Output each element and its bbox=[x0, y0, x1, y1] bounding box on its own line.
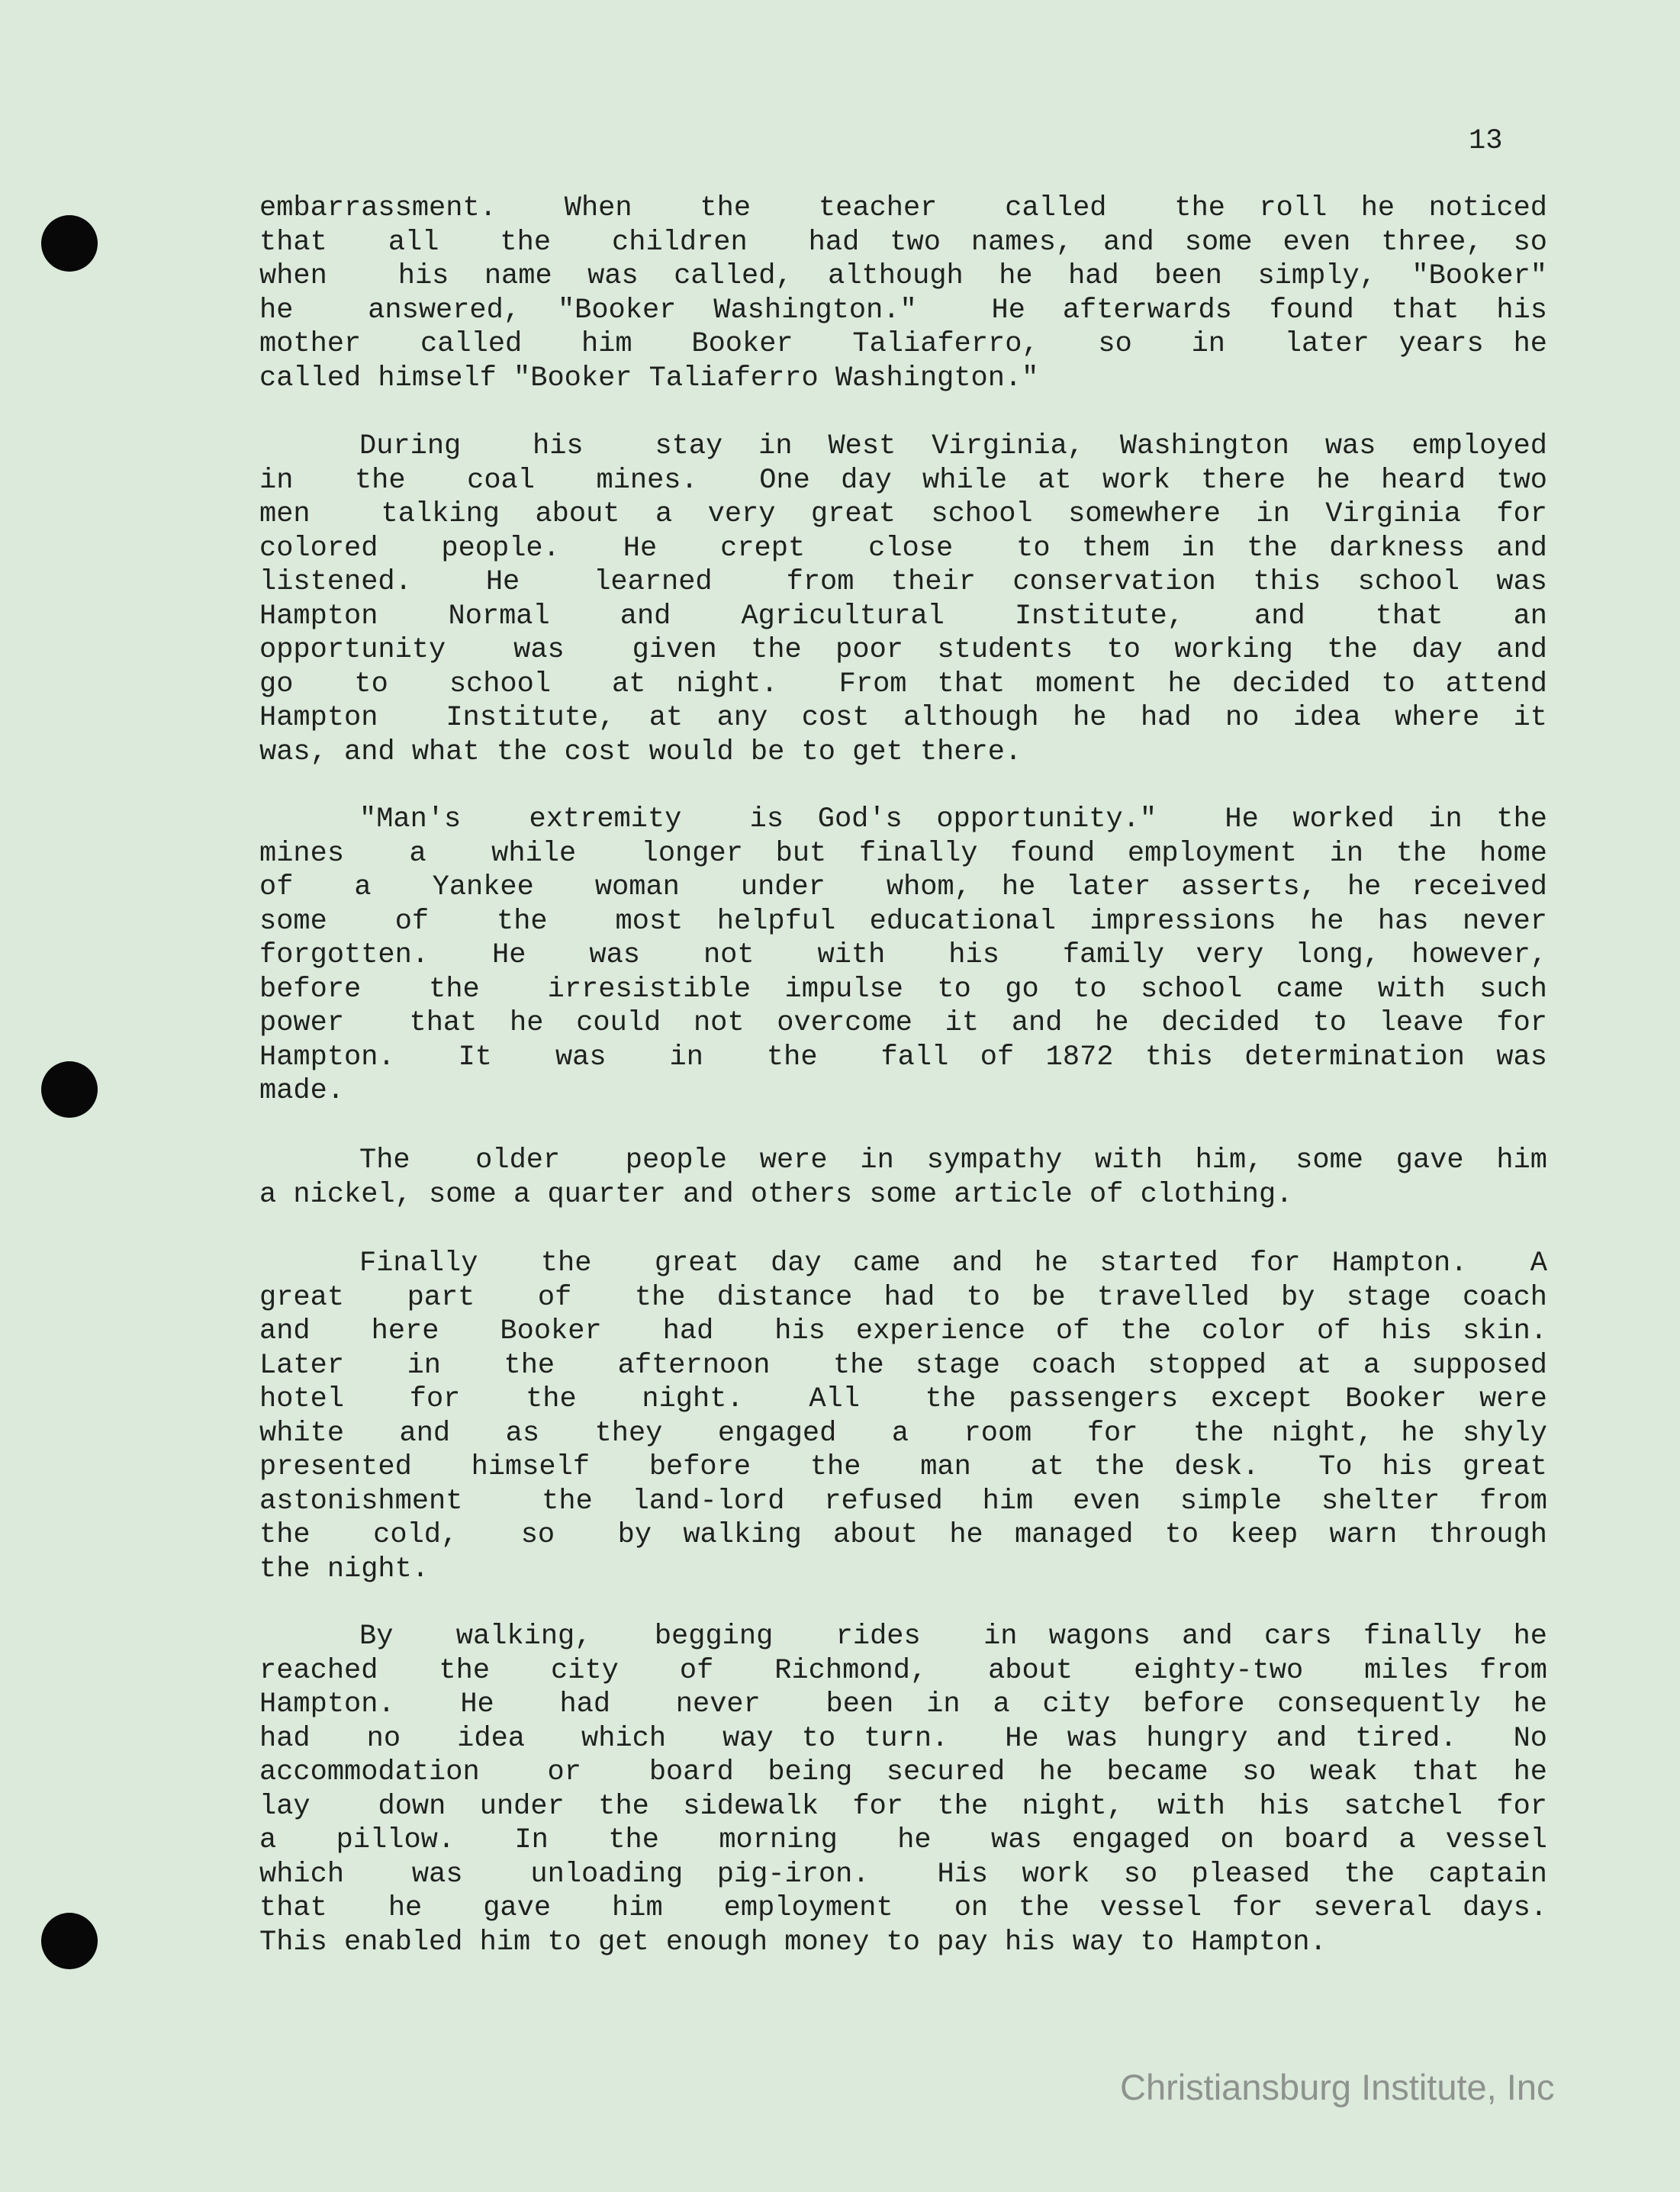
text-line: Hampton. It was in the fall of 1872 this determination was bbox=[259, 1041, 1547, 1073]
paragraph bbox=[259, 192, 1547, 395]
text-line: Hampton Institute, at any cost although he had no idea where it bbox=[259, 702, 1547, 734]
punch-hole-top bbox=[41, 215, 98, 272]
text-line: some of the most helpful educational impressions he has never bbox=[259, 905, 1547, 938]
text-line: colored people. He crept close to them in the darkness and bbox=[259, 532, 1547, 565]
text-line: he answered, "Booker Washington." He afterwards found that his bbox=[259, 294, 1547, 327]
page-number: 13 bbox=[1469, 125, 1503, 157]
text-line: "Man's extremity is God's opportunity." He worked in the bbox=[359, 803, 1547, 835]
text-line: the cold, so by walking about he managed to keep warn through bbox=[259, 1519, 1547, 1551]
text-line: accommodation or board being secured he became so weak that he bbox=[259, 1756, 1547, 1788]
text-line: Later in the afternoon the stage coach stopped at a supposed bbox=[259, 1349, 1547, 1382]
punch-hole-middle bbox=[41, 1061, 98, 1118]
text-line: white and as they engaged a room for the night, he shyly bbox=[259, 1417, 1547, 1450]
text-line: astonishment the land-lord refused him even simple shelter from bbox=[259, 1485, 1547, 1518]
text-line: a nickel, some a quarter and others some article of clothing. bbox=[259, 1178, 1293, 1211]
text-line: presented himself before the man at the desk. To his great bbox=[259, 1451, 1547, 1483]
text-line: that he gave him employment on the vessel for several days. bbox=[259, 1892, 1547, 1924]
punch-hole-bottom bbox=[41, 1913, 98, 1969]
text-line: reached the city of Richmond, about eighty-two miles from bbox=[259, 1654, 1547, 1687]
text-line: embarrassment. When the teacher called the roll he noticed bbox=[259, 192, 1547, 224]
text-line: power that he could not overcome it and he decided to leave for bbox=[259, 1007, 1547, 1039]
paragraph bbox=[259, 803, 1547, 1109]
paragraph bbox=[259, 430, 1547, 769]
text-line: that all the children had two names, and some even three, so bbox=[259, 226, 1547, 259]
text-line: hotel for the night. All the passengers except Booker were bbox=[259, 1383, 1547, 1415]
text-line: before the irresistible impulse to go to school came with such bbox=[259, 973, 1547, 1006]
text-line: forgotten. He was not with his family very long, however, bbox=[259, 939, 1547, 971]
text-line: During his stay in West Virginia, Washington was employed bbox=[359, 430, 1547, 462]
paragraph bbox=[259, 1620, 1547, 1959]
text-line: which was unloading pig-iron. His work so pleased the captain bbox=[259, 1858, 1547, 1891]
text-line: a pillow. In the morning he was engaged on board a vessel bbox=[259, 1824, 1547, 1856]
text-line: in the coal mines. One day while at work there he heard two bbox=[259, 464, 1547, 497]
text-line: had no idea which way to turn. He was hungry and tired. No bbox=[259, 1722, 1547, 1755]
paragraph bbox=[259, 1247, 1547, 1586]
text-line: and here Booker had his experience of the color of his skin. bbox=[259, 1315, 1547, 1347]
text-line: Hampton Normal and Agricultural Institute, and that an bbox=[259, 600, 1547, 632]
text-line: great part of the distance had to be travelled by stage coach bbox=[259, 1281, 1547, 1314]
text-line: was, and what the cost would be to get there. bbox=[259, 735, 1022, 768]
text-line: listened. He learned from their conservation this school was bbox=[259, 566, 1547, 598]
text-line: of a Yankee woman under whom, he later asserts, he received bbox=[259, 871, 1547, 903]
text-line: mines a while longer but finally found employment in the home bbox=[259, 837, 1547, 870]
text-line: the night. bbox=[259, 1553, 430, 1585]
text-line: The older people were in sympathy with him, some gave him bbox=[359, 1144, 1547, 1176]
text-line: Hampton. He had never been in a city before consequently he bbox=[259, 1688, 1547, 1720]
text-line: when his name was called, although he had been simply, "Booker" bbox=[259, 260, 1547, 292]
text-line: By walking, begging rides in wagons and cars finally he bbox=[359, 1621, 1547, 1653]
text-line: Finally the great day came and he started for Hampton. A bbox=[359, 1247, 1547, 1279]
text-line: mother called him Booker Taliaferro, so in later years he bbox=[259, 328, 1547, 360]
text-line: opportunity was given the poor students to working the day and bbox=[259, 634, 1547, 666]
text-line: called himself "Booker Taliaferro Washington." bbox=[259, 362, 1039, 394]
text-line: made. bbox=[259, 1075, 345, 1107]
paragraph bbox=[259, 1144, 1547, 1212]
text-line: go to school at night. From that moment he decided to attend bbox=[259, 668, 1547, 700]
watermark-text: Christiansburg Institute, Inc bbox=[1120, 2067, 1555, 2107]
text-line: lay down under the sidewalk for the night, with his satchel for bbox=[259, 1790, 1547, 1823]
text-line: This enabled him to get enough money to pay his way to Hampton. bbox=[259, 1926, 1327, 1959]
text-line: men talking about a very great school somewhere in Virginia for bbox=[259, 498, 1547, 530]
